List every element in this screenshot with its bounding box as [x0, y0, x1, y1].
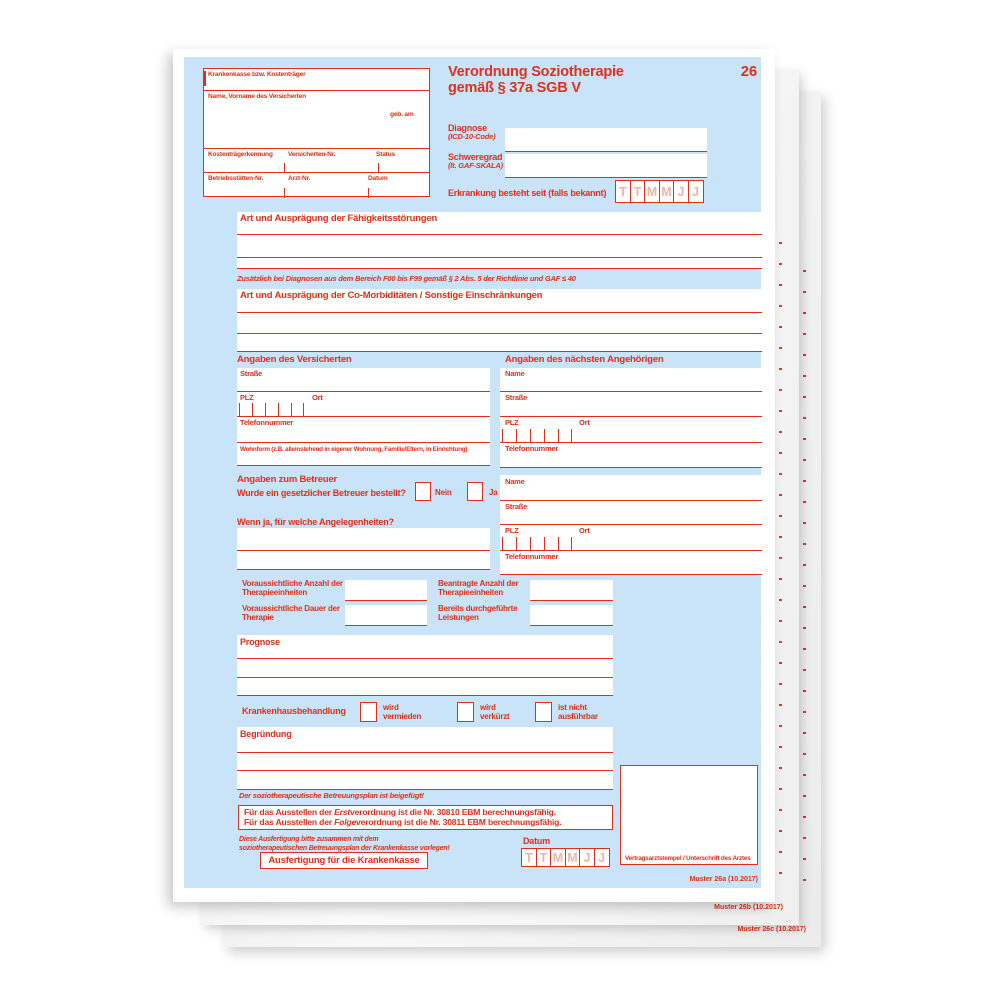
vorlegen-note-line1: Diese Ausfertigung bitte zusammen mit dem — [239, 836, 379, 843]
relative-name-field[interactable] — [500, 368, 762, 392]
plz-digit-cell[interactable] — [558, 537, 572, 550]
date-cell-month2[interactable]: M — [565, 848, 581, 867]
plz-digit-cell[interactable] — [278, 403, 291, 416]
f00-f99-note: Zusätzlich bei Diagnosen aus dem Bereich F00 bis F99 gemäß § 2 Abs. 5 der Richtlinie und GAF ≤ 40 — [237, 274, 576, 283]
erkrankung-date-field[interactable] — [615, 180, 710, 203]
insured-telefon-field[interactable] — [237, 417, 490, 443]
date-cell-month2[interactable]: M — [659, 180, 675, 203]
expected-duration-label: Voraussichtliche Dauer der Therapie — [242, 604, 340, 622]
begruendung-field[interactable] — [237, 727, 613, 790]
arzt-nr-label: Arzt-Nr. — [288, 175, 311, 182]
insured-plz-ort-field[interactable] — [237, 392, 490, 417]
plz-digit-cell[interactable] — [502, 429, 516, 442]
nein-label: Nein — [435, 488, 452, 497]
gaf-skala-label: (lt. GAF-SKALA) — [448, 161, 503, 170]
plz-digit-cells[interactable] — [502, 537, 572, 550]
guardian-plz-ort-field[interactable] — [500, 525, 762, 551]
copy-designation-box — [260, 852, 428, 869]
ebm-line2-pre: Für das Ausstellen der — [244, 817, 335, 827]
column-separator — [368, 188, 369, 198]
write-line — [237, 312, 762, 313]
stamp-signature-box[interactable] — [620, 765, 758, 865]
footer-datum-label: Datum — [523, 836, 551, 846]
ebm-info-box — [238, 805, 613, 830]
write-line — [237, 234, 762, 235]
telefonnummer-label: Telefonnummer — [505, 552, 559, 561]
date-cell-year1[interactable]: J — [673, 180, 689, 203]
prognose-label: Prognose — [240, 637, 280, 647]
name-label: Name — [505, 477, 525, 486]
write-line — [237, 333, 762, 334]
date-cell-day2[interactable]: T — [536, 848, 552, 867]
insured-section-title: Angaben des Versicherten — [237, 354, 352, 365]
write-line — [237, 677, 613, 678]
versicherter-name-label: Name, Vorname des Versicherten — [208, 93, 306, 100]
plz-digit-cell[interactable] — [502, 537, 516, 550]
write-line — [237, 257, 762, 258]
column-separator — [284, 163, 285, 173]
plz-digit-cell[interactable] — [558, 429, 572, 442]
betriebsstaetten-nr-label: Betriebsstätten-Nr. — [208, 175, 264, 182]
ebm-line1-post: verordnung ist die Nr. 30810 EBM berechnungsfähig. — [350, 807, 556, 817]
copy-designation-label: Ausfertigung für die Krankenkasse — [268, 855, 420, 866]
diagnose-label: Diagnose — [448, 123, 487, 133]
plz-digit-cell[interactable] — [544, 429, 558, 442]
plz-digit-cell[interactable] — [265, 403, 278, 416]
plz-label: PLZ — [505, 418, 519, 427]
ort-label: Ort — [579, 526, 590, 535]
vorlegen-note-line2: soziotherapeutischen Betreuungsplan der Krankenkasse vorlegen! — [239, 845, 450, 852]
faehigkeitsstoerungen-label: Art und Ausprägung der Fähigkeitsstörungen — [240, 213, 438, 224]
write-line — [237, 550, 490, 551]
previous-services-input[interactable] — [530, 605, 613, 626]
date-cell-day1[interactable]: T — [615, 180, 631, 203]
guardian-telefon-field[interactable] — [500, 551, 762, 575]
write-line — [237, 752, 613, 753]
schweregrad-input[interactable] — [505, 154, 707, 178]
ebm-line1-pre: Für das Ausstellen der — [244, 807, 335, 817]
row-line-edge-marks — [803, 270, 806, 895]
insured-strasse-field[interactable] — [237, 368, 490, 392]
strasse-label: Straße — [505, 502, 528, 511]
muster-26c-label: Muster 26c (10.2017) — [737, 926, 806, 933]
plz-digit-cell[interactable] — [544, 537, 558, 550]
telefonnummer-label: Telefonnummer — [240, 418, 294, 427]
datum-label: Datum — [368, 175, 388, 182]
plz-label: PLZ — [505, 526, 519, 535]
schweregrad-label: Schweregrad — [448, 152, 503, 162]
plz-digit-cells[interactable] — [502, 429, 572, 442]
date-cell-day2[interactable]: T — [630, 180, 646, 203]
ebm-line2-em: Folge — [334, 817, 357, 827]
kostentraeger-row[interactable] — [204, 149, 429, 173]
ja-label: Ja — [489, 488, 498, 497]
muster-26b-label: Muster 26b (10.2017) — [714, 904, 783, 911]
guardian-question-label: Wurde ein gesetzlicher Betreuer bestellt? — [237, 488, 406, 498]
previous-services-label: Bereits durchgeführte Leistungen — [438, 604, 518, 622]
plz-digit-cells[interactable] — [239, 403, 304, 416]
relative-plz-ort-field[interactable] — [500, 417, 762, 443]
requested-units-label: Beantragte Anzahl der Therapieeinheiten — [438, 579, 519, 597]
relative-section-title: Angaben des nächsten Angehörigen — [505, 354, 664, 365]
plz-label: PLZ — [240, 393, 254, 402]
ort-label: Ort — [312, 393, 323, 402]
footer-date-field[interactable] — [521, 848, 615, 867]
ort-label: Ort — [579, 418, 590, 427]
plz-digit-cell[interactable] — [530, 537, 544, 550]
guardian-strasse-field[interactable] — [500, 501, 762, 525]
guardian-name-field[interactable] — [500, 475, 762, 501]
icd-code-label: (ICD-10-Code) — [448, 132, 496, 141]
strasse-label: Straße — [240, 369, 263, 378]
krankenhausbehandlung-label: Krankenhausbehandlung — [242, 706, 346, 716]
form-number: 26 — [740, 63, 757, 80]
muster-26a-label: Muster 26a (10.2017) — [689, 876, 758, 883]
ebm-line2 — [244, 818, 610, 828]
date-cell-year2[interactable]: J — [688, 180, 704, 203]
relative-strasse-field[interactable] — [500, 392, 762, 417]
versicherter-name-field[interactable] — [204, 91, 429, 149]
plan-attached-note: Der soziotherapeutische Betreuungsplan ist beigefügt! — [239, 791, 424, 800]
ebm-line2-post: verordnung ist die Nr. 30811 EBM berechnungsfähig. — [356, 817, 562, 827]
nicht-ausfuehrbar-label: ist nicht ausführbar — [558, 703, 598, 721]
expected-units-input[interactable] — [345, 580, 427, 601]
angelegenheiten-field[interactable] — [237, 528, 490, 570]
kostentraegerkennung-label: Kostenträgerkennung — [208, 151, 273, 158]
erkrankung-seit-label: Erkrankung besteht seit (falls bekannt) — [448, 188, 607, 198]
plz-digit-cell[interactable] — [516, 429, 530, 442]
date-cell-year1[interactable]: J — [579, 848, 595, 867]
wohnform-label: Wohnform (z.B. alleinstehend in eigener Wohnung, Familie/Eltern, in Einrichtung) — [240, 446, 468, 453]
versicherten-nr-label: Versicherten-Nr. — [288, 151, 336, 158]
date-cell-month1[interactable]: M — [550, 848, 566, 867]
patient-insurance-box[interactable] — [203, 68, 430, 197]
insured-wohnform-field[interactable] — [237, 443, 490, 466]
relative-telefon-field[interactable] — [500, 443, 762, 468]
guardian-section-title: Angaben zum Betreuer — [237, 474, 337, 485]
stamp-signature-label: Vertragsarztstempel / Unterschrift des Arztes — [625, 855, 751, 862]
expected-units-label: Voraussichtliche Anzahl der Therapieeinheiten — [242, 579, 343, 597]
date-cell-month1[interactable]: M — [644, 180, 660, 203]
plz-digit-cell[interactable] — [530, 429, 544, 442]
wird-verkuerzt-label: wird verkürzt — [480, 703, 510, 721]
wird-verkuerzt-checkbox[interactable] — [457, 702, 474, 722]
requested-units-input[interactable] — [530, 580, 613, 601]
geb-am-label: geb. am — [390, 111, 414, 118]
telefonnummer-label: Telefonnummer — [505, 444, 559, 453]
form-title-line1: Verordnung Soziotherapie — [448, 64, 624, 80]
betreuer-nein-checkbox[interactable] — [415, 482, 431, 501]
faehigkeitsstoerungen-field[interactable] — [237, 212, 762, 269]
krankenkasse-label: Krankenkasse bzw. Kostenträger — [208, 71, 306, 78]
plz-digit-cell[interactable] — [252, 403, 265, 416]
comorbiditaeten-label: Art und Ausprägung der Co-Morbiditäten / Sonstige Einschränkungen — [240, 290, 543, 301]
wird-vermieden-checkbox[interactable] — [360, 702, 377, 722]
comorbiditaeten-field[interactable] — [237, 289, 762, 352]
ebm-line1-em: Erst — [334, 807, 351, 817]
plz-digit-cell[interactable] — [291, 403, 304, 416]
write-line — [237, 658, 613, 659]
betriebsstaetten-row[interactable] — [204, 173, 429, 198]
write-line — [237, 770, 613, 771]
betreuer-ja-checkbox[interactable] — [467, 482, 483, 501]
begruendung-label: Begründung — [240, 729, 292, 739]
wird-vermieden-label: wird vermieden — [383, 703, 422, 721]
status-label: Status — [376, 151, 395, 158]
form-page-a — [173, 49, 775, 902]
expected-duration-input[interactable] — [345, 605, 427, 626]
krankenkasse-field[interactable] — [204, 69, 429, 91]
prognose-field[interactable] — [237, 635, 613, 696]
diagnose-input[interactable] — [505, 128, 707, 152]
wenn-ja-label: Wenn ja, für welche Angelegenheiten? — [237, 517, 394, 527]
plz-digit-cell[interactable] — [516, 537, 530, 550]
strasse-label: Straße — [505, 393, 528, 402]
date-cell-year2[interactable]: J — [594, 848, 610, 867]
form-title-line2: gemäß § 37a SGB V — [448, 80, 581, 96]
row-line-edge-marks — [779, 242, 782, 882]
date-cell-day1[interactable]: T — [521, 848, 537, 867]
column-separator — [378, 163, 379, 173]
name-label: Name — [505, 369, 525, 378]
column-separator — [284, 188, 285, 198]
nicht-ausfuehrbar-checkbox[interactable] — [535, 702, 552, 722]
plz-digit-cell[interactable] — [239, 403, 252, 416]
